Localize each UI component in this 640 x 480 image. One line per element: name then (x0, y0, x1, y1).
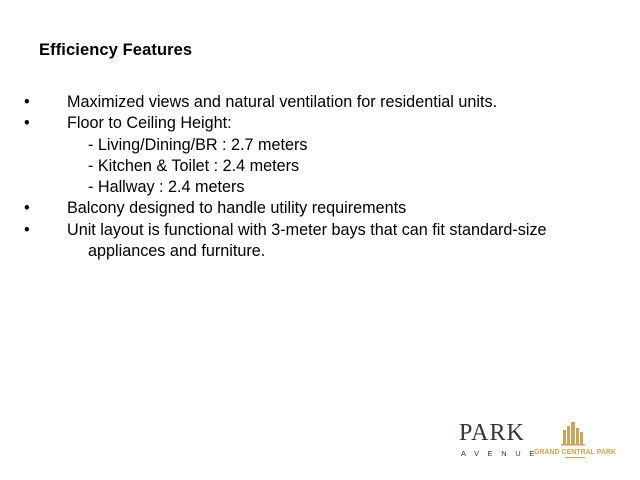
bullet-item (0, 113, 640, 134)
bullet-item (0, 220, 640, 241)
bullet-list (0, 92, 640, 262)
gcp-wordmark: GRAND CENTRAL PARK (533, 449, 617, 456)
sub-item (0, 177, 640, 198)
bullet-text: Balcony designed to handle utility requirements (67, 199, 407, 218)
sub-item-text: - Kitchen & Toilet : 2.4 meters (88, 156, 300, 175)
bullet-icon: • (24, 220, 30, 239)
bullet-icon: • (24, 114, 30, 133)
bullet-text: Floor to Ceiling Height: (67, 114, 232, 133)
bullet-continuation (0, 241, 640, 262)
bullet-text: Unit layout is functional with 3-meter bays that can fit standard-size (67, 220, 547, 239)
sub-item (0, 156, 640, 177)
bullet-item (0, 198, 640, 219)
bullet-text: Maximized views and natural ventilation for residential units. (67, 93, 498, 111)
park-avenue-logo: PARK (459, 420, 525, 446)
sub-item-text: - Hallway : 2.4 meters (88, 178, 245, 197)
grand-central-park-logo (529, 422, 621, 462)
bullet-icon: • (24, 93, 30, 111)
bullet-continuation-text: appliances and furniture. (88, 242, 266, 261)
sub-item-text: - Living/Dining/BR : 2.7 meters (88, 135, 308, 154)
slide-title: Efficiency Features (39, 41, 193, 59)
logo-group (455, 418, 625, 462)
sub-item (0, 135, 640, 156)
bullet-item (0, 92, 640, 113)
bullet-icon: • (24, 199, 30, 218)
avenue-wordmark: AVENUE (461, 449, 543, 458)
